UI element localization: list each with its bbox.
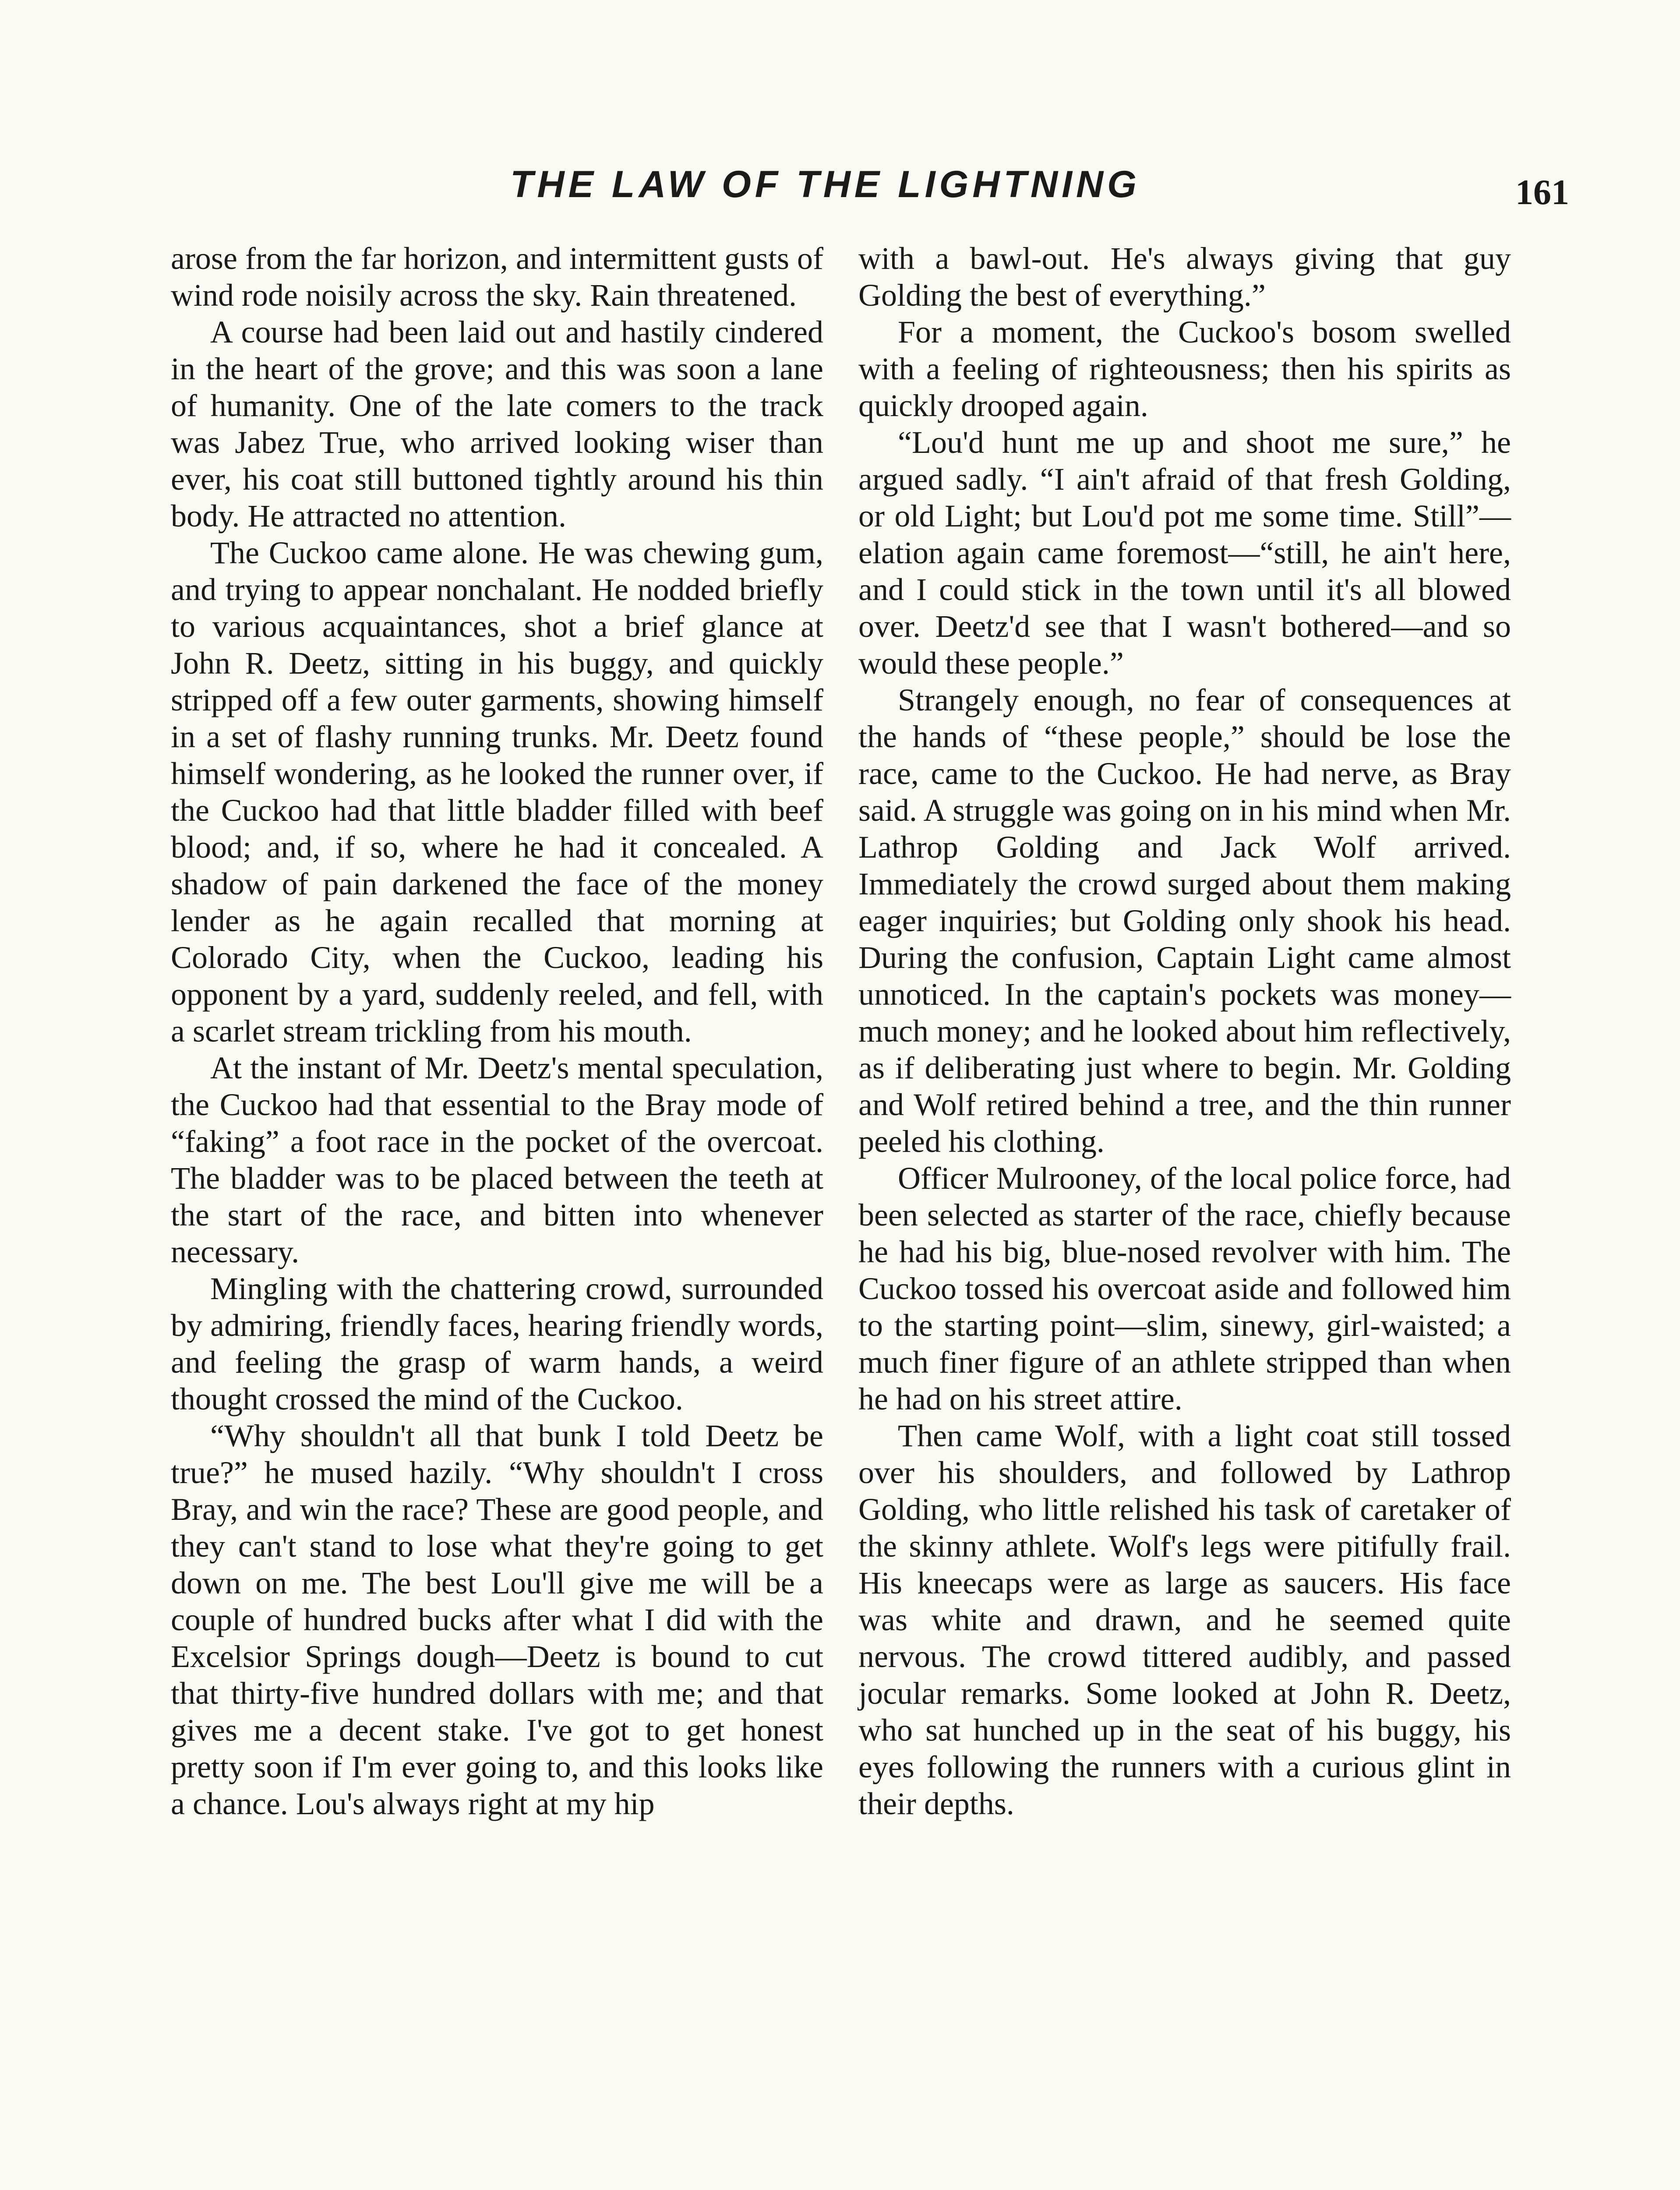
- paragraph: For a moment, the Cuckoo's bosom swelled with a feeling of righteousness; then his spirits as quickly drooped again.: [858, 314, 1511, 423]
- paragraph: Mingling with the chattering crowd, surrounded by admiring, friendly faces, hearing friendly words, and feeling the grasp of warm hands, a weird thought crossed the mind of the Cuckoo.: [171, 1271, 823, 1416]
- paragraph: with a bawl-out. He's always giving that guy Golding the best of everything.”: [858, 241, 1511, 313]
- paragraph: Strangely enough, no fear of consequences at the hands of “these people,” should be lose the race, came to the Cuckoo. He had nerve, as Bray said. A struggle was going on in his mind when Mr. Lathrop Golding and Jack Wolf arrived. Immediately the crowd surged about them making eager inquiries; but Golding only shook his head. During the confusion, Captain Light came almost unnoticed. In the captain's pockets was money—much money; and he looked about him reflectively, as if deliberating just where to begin. Mr. Golding and Wolf retired behind a tree, and the thin runner peeled his clothing.: [858, 682, 1511, 1159]
- paragraph: Officer Mulrooney, of the local police force, had been selected as starter of the race, chiefly because he had his big, blue-nosed revolver with him. The Cuckoo tossed his overcoat aside and followed him to the starting point—slim, sinewy, girl-waisted; a much finer figure of an athlete stripped than when he had on his street attire.: [858, 1161, 1511, 1416]
- page-number: 161: [1515, 172, 1569, 212]
- running-title: THE LAW OF THE LIGHTNING: [510, 163, 1141, 205]
- paragraph: At the instant of Mr. Deetz's mental speculation, the Cuckoo had that essential to the Bray mode of “faking” a foot race in the pocket of the overcoat. The bladder was to be placed between the teeth at the start of the race, and bitten into whenever necessary.: [171, 1050, 823, 1269]
- right-column: [858, 240, 1511, 1822]
- left-column: [171, 240, 823, 1822]
- paragraph: Then came Wolf, with a light coat still tossed over his shoulders, and followed by Lathrop Golding, who little relished his task of caretaker of the skinny athlete. Wolf's legs were pitifully frail. His kneecaps were as large as saucers. His face was white and drawn, and he seemed quite nervous. The crowd tittered audibly, and passed jocular remarks. Some looked at John R. Deetz, who sat hunched up in the seat of his buggy, his eyes following the runners with a curious glint in their depths.: [858, 1418, 1511, 1821]
- paragraph: The Cuckoo came alone. He was chewing gum, and trying to appear nonchalant. He nodded briefly to various acquaintances, shot a brief glance at John R. Deetz, sitting in his buggy, and quickly stripped off a few outer garments, showing himself in a set of flashy running trunks. Mr. Deetz found himself wondering, as he looked the runner over, if the Cuckoo had that little bladder filled with beef blood; and, if so, where he had it concealed. A shadow of pain darkened the face of the money lender as he again recalled that morning at Colorado City, when the Cuckoo, leading his opponent by a yard, suddenly reeled, and fell, with a scarlet stream trickling from his mouth.: [171, 535, 823, 1049]
- paragraph: A course had been laid out and hastily cindered in the heart of the grove; and this was soon a lane of humanity. One of the late comers to the track was Jabez True, who arrived looking wiser than ever, his coat still buttoned tightly around his thin body. He attracted no attention.: [171, 314, 823, 533]
- paragraph: “Lou'd hunt me up and shoot me sure,” he argued sadly. “I ain't afraid of that fresh Golding, or old Light; but Lou'd pot me some time. Still”—elation again came foremost—“still, he ain't here, and I could stick in the town until it's all blowed over. Deetz'd see that I wasn't bothered—and so would these people.”: [858, 425, 1511, 681]
- paragraph: arose from the far horizon, and intermittent gusts of wind rode noisily across the sky. Rain threatened.: [171, 241, 823, 313]
- paragraph: “Why shouldn't all that bunk I told Deetz be true?” he mused hazily. “Why shouldn't I cross Bray, and win the race? These are good people, and they can't stand to lose what they're going to get down on me. The best Lou'll give me will be a couple of hundred bucks after what I did with the Excelsior Springs dough—Deetz is bound to cut that thirty-five hundred dollars with me; and that gives me a decent stake. I've got to get honest pretty soon if I'm ever going to, and this looks like a chance. Lou's always right at my hip: [171, 1418, 823, 1821]
